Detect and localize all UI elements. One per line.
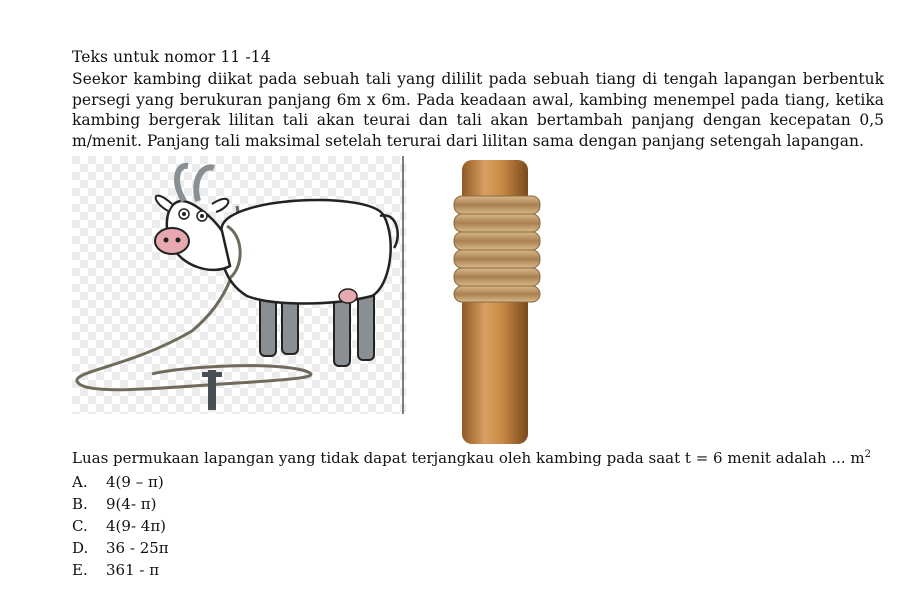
option-text: 4(9- 4π)	[106, 517, 167, 535]
option-a[interactable]	[72, 471, 169, 493]
option-letter: A.	[72, 473, 88, 491]
answer-options	[72, 471, 169, 581]
question-text	[72, 449, 871, 467]
option-text: 361 - π	[106, 561, 160, 579]
question-unit-exponent: 2	[864, 449, 872, 460]
option-c[interactable]	[72, 515, 169, 537]
question-body: Luas permukaan lapangan yang tidak dapat terjangkau oleh kambing pada saat t = 6 menit adalah ... m	[72, 449, 865, 467]
option-d[interactable]	[72, 537, 169, 559]
option-letter: C.	[72, 517, 88, 535]
option-text: 4(9 – π)	[106, 473, 164, 491]
goat-illustration	[72, 156, 406, 414]
option-e[interactable]	[72, 559, 169, 581]
option-letter: D.	[72, 539, 89, 557]
option-b[interactable]	[72, 493, 169, 515]
section-heading: Teks untuk nomor 11 -14	[72, 48, 271, 66]
option-text: 9(4- π)	[106, 495, 157, 513]
problem-text: Seekor kambing diikat pada sebuah tali yang dililit pada sebuah tiang di tengah lapangan berbentuk persegi yang berukuran panjang 6m x 6m. Pada keadaan awal, kambing menempel pada tiang, ketika kambing bergerak lilitan tali akan teurai dan tali akan bertambah panjang dengan kecepatan 0,5 m/menit. Panjang tali maksimal setelah terurai dari lilitan sama dengan panjang setengah lapangan.	[72, 70, 884, 150]
pole-illustration	[448, 156, 548, 444]
option-text: 36 - 25π	[106, 539, 169, 557]
option-letter: B.	[72, 495, 88, 513]
option-letter: E.	[72, 561, 88, 579]
